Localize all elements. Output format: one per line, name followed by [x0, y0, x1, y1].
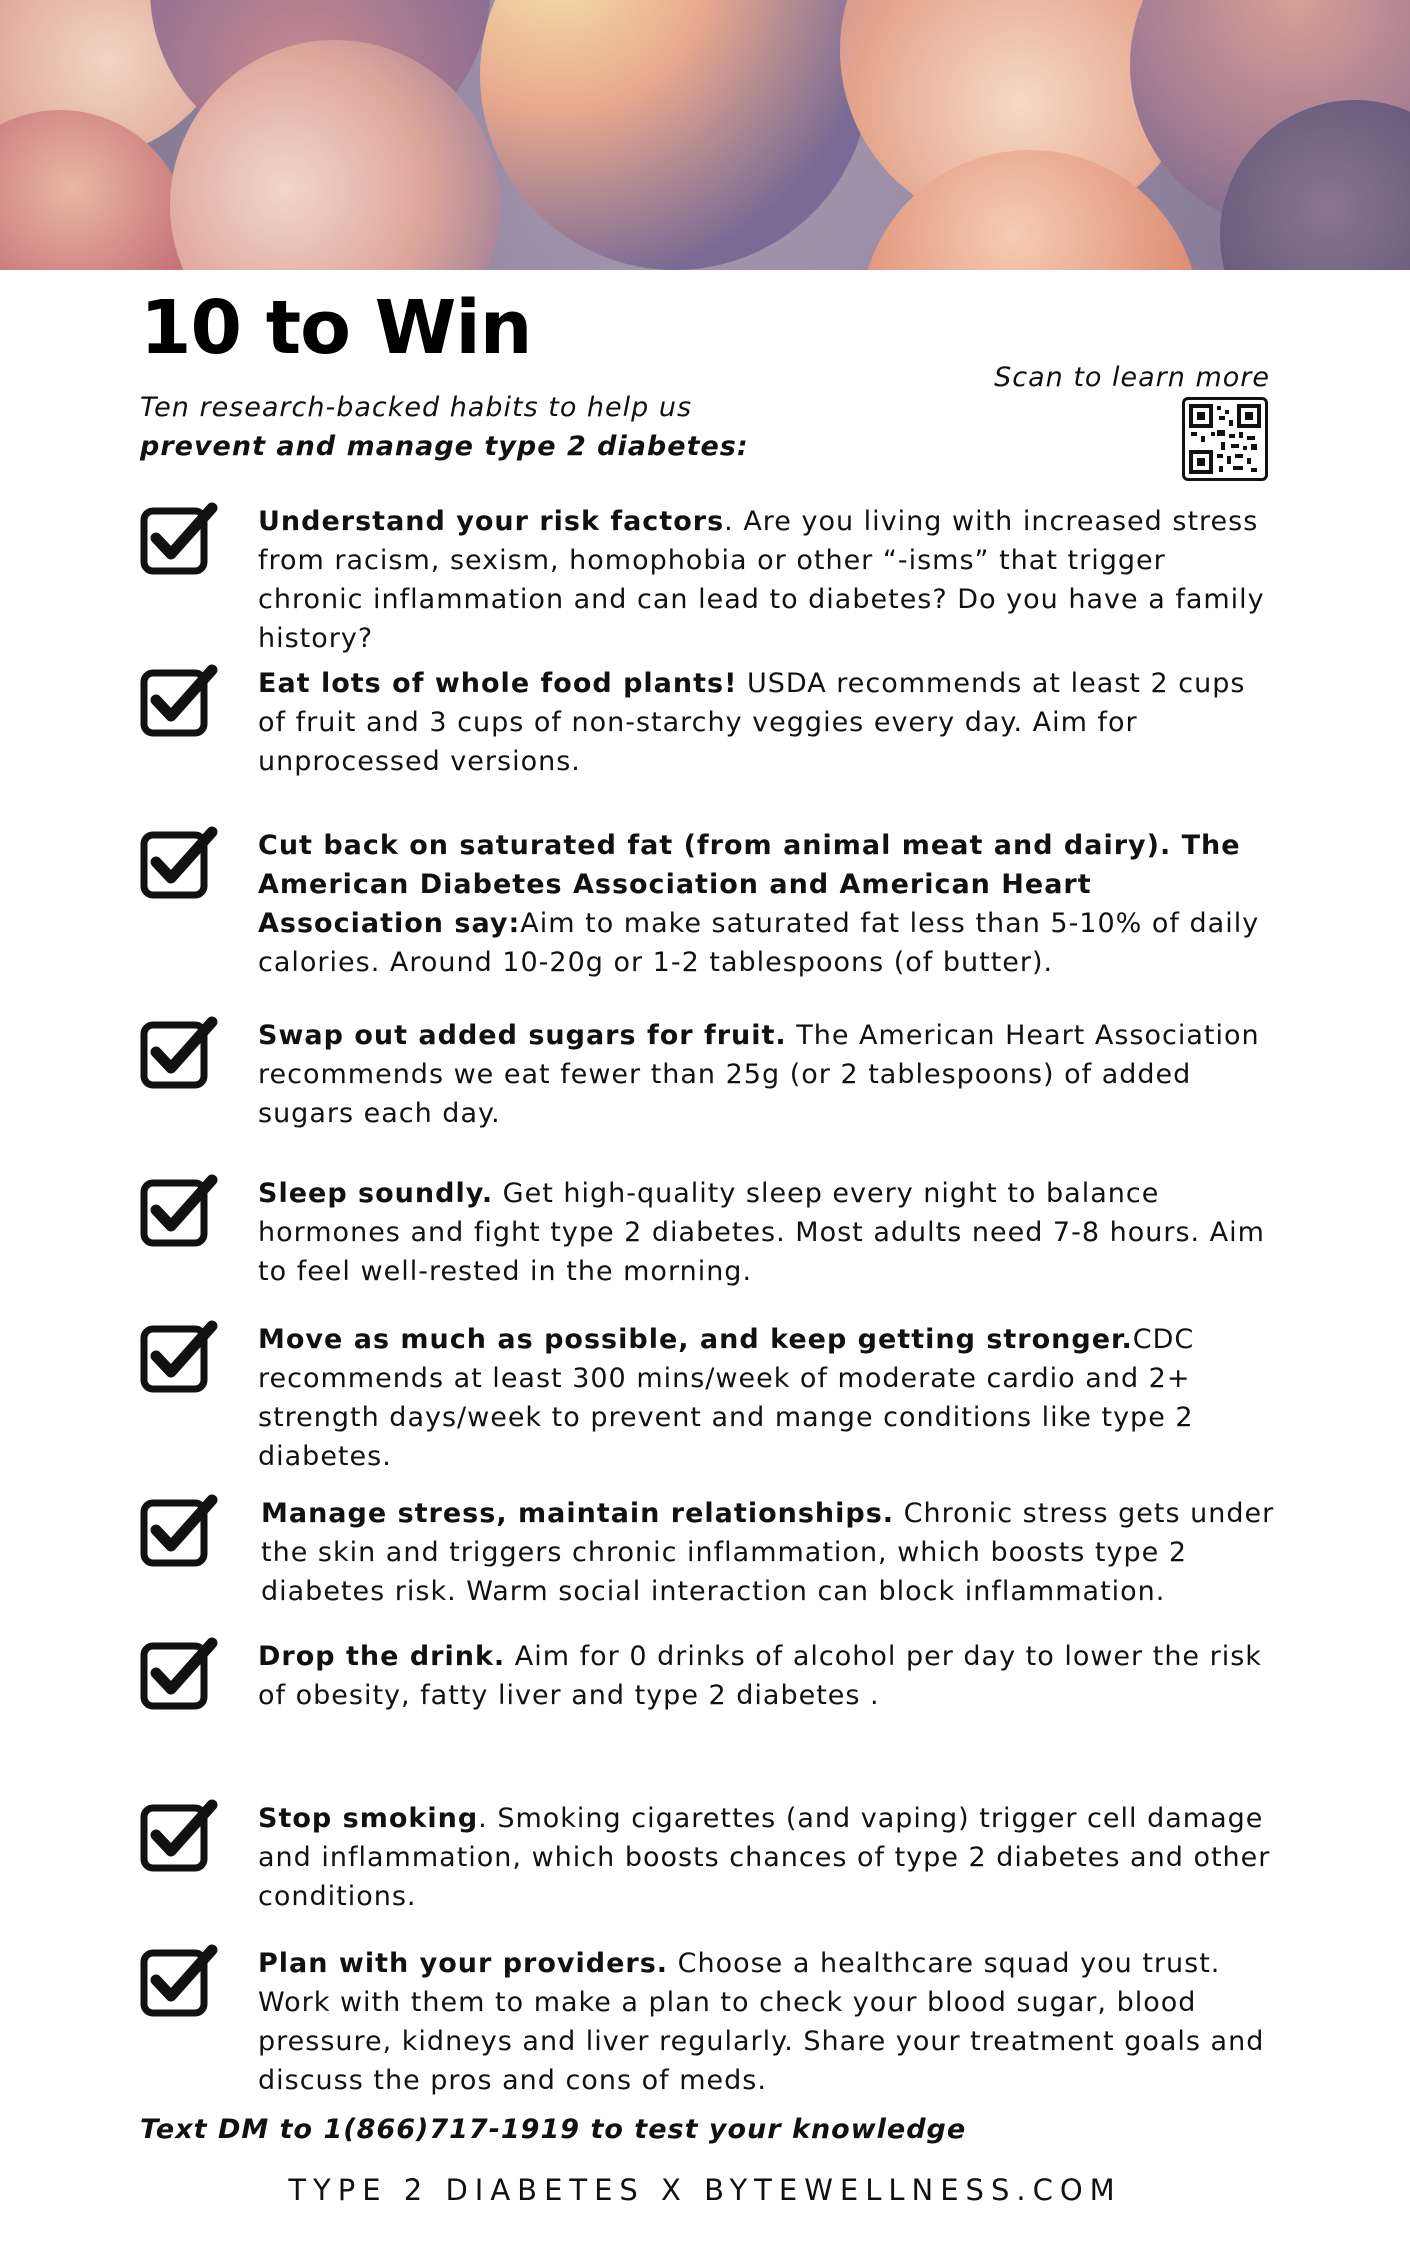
- habit-heading: Understand your risk factors: [258, 506, 725, 537]
- habit-heading: Stop smoking: [258, 1803, 479, 1834]
- subtitle-line-1: Ten research-backed habits to help us: [140, 392, 693, 423]
- habit-body: Aim to make saturated fat less than 5-10% of daily calories. Around 10-20g or 1-2 tablespoons (of butter).: [258, 908, 1260, 978]
- checkbox-checked-icon: [140, 1944, 218, 2018]
- text-dm-callout: Text DM to 1(866)717-1919 to test your knowledge: [140, 2114, 967, 2145]
- habit-text: [258, 1799, 1278, 1916]
- habit-heading: Move as much as possible, and keep getting stronger.: [258, 1324, 1133, 1355]
- habit-body: . Are you living with increased stress from racism, sexism, homophobia or other “-isms” that trigger chronic inflammation and can lead to diabetes? Do you have a family history?: [258, 506, 1265, 654]
- page-title: 10 to Win: [140, 285, 532, 371]
- checkbox-checked-icon: [140, 1174, 218, 1248]
- checkbox-checked-icon: [140, 1799, 218, 1873]
- habit-text: [258, 1320, 1278, 1476]
- habit-heading: Manage stress, maintain relationships.: [261, 1498, 895, 1529]
- habit-body: Get high-quality sleep every night to balance hormones and fight type 2 diabetes. Most adults need 7-8 hours. Aim to feel well-rested in the morning.: [258, 1178, 1265, 1287]
- habit-text: [258, 664, 1278, 781]
- subtitle: [140, 388, 749, 466]
- checkbox-checked-icon: [140, 1016, 218, 1090]
- habit-heading: Cut back on saturated fat (from animal meat and dairy). The American Diabetes Association and American Heart Association say:: [258, 830, 1241, 939]
- checkbox-checked-icon: [140, 502, 218, 576]
- hero-peaches-image: [0, 0, 1410, 270]
- habit-heading: Plan with your providers.: [258, 1948, 669, 1979]
- habit-body: The American Heart Association recommends we eat fewer than 25g (or 2 tablespoons) of added sugars each day.: [258, 1020, 1260, 1129]
- checkbox-checked-icon: [140, 1320, 218, 1394]
- habit-body: Aim for 0 drinks of alcohol per day to lower the risk of obesity, fatty liver and type 2 diabetes .: [258, 1641, 1262, 1711]
- habit-text: [258, 826, 1278, 982]
- habit-heading: Swap out added sugars for fruit.: [258, 1020, 787, 1051]
- peach-shape: [480, 0, 870, 270]
- qr-code-icon[interactable]: [1182, 397, 1268, 481]
- habit-text: [258, 1016, 1278, 1133]
- footer-tagline: TYPE 2 DIABETES X BYTEWELLNESS.COM: [288, 2173, 1122, 2207]
- checkbox-checked-icon: [140, 664, 218, 738]
- habit-heading: Eat lots of whole food plants!: [258, 668, 738, 699]
- habit-body: . Smoking cigarettes (and vaping) trigger cell damage and inflammation, which boosts chances of type 2 diabetes and other conditions.: [258, 1803, 1271, 1912]
- habit-body: Chronic stress gets under the skin and triggers chronic inflammation, which boosts type 2 diabetes risk. Warm social interaction can block inflammation.: [261, 1498, 1275, 1607]
- habit-text: [258, 502, 1278, 658]
- checkbox-checked-icon: [140, 826, 218, 900]
- checkbox-checked-icon: [140, 1637, 218, 1711]
- habit-heading: Sleep soundly.: [258, 1178, 494, 1209]
- habit-text: [258, 1944, 1278, 2100]
- scan-label: Scan to learn more: [994, 362, 1270, 393]
- habit-text: [258, 1174, 1278, 1291]
- subtitle-line-2: prevent and manage type 2 diabetes:: [140, 431, 749, 462]
- habit-heading: Drop the drink.: [258, 1641, 506, 1672]
- habit-body: Choose a healthcare squad you trust. Work with them to make a plan to check your blood sugar, blood pressure, kidneys and liver regularly. Share your treatment goals and discuss the pros and cons of meds.: [258, 1948, 1265, 2096]
- qr-code-graphic: [1185, 400, 1265, 478]
- habit-body: USDA recommends at least 2 cups of fruit and 3 cups of non-starchy veggies every day. Aim for unprocessed versions.: [258, 668, 1246, 777]
- habit-body: CDC recommends at least 300 mins/week of moderate cardio and 2+ strength days/week to prevent and mange conditions like type 2 diabetes.: [258, 1324, 1195, 1472]
- checkbox-checked-icon: [140, 1494, 218, 1568]
- habit-text: [261, 1494, 1281, 1611]
- habit-text: [258, 1637, 1278, 1715]
